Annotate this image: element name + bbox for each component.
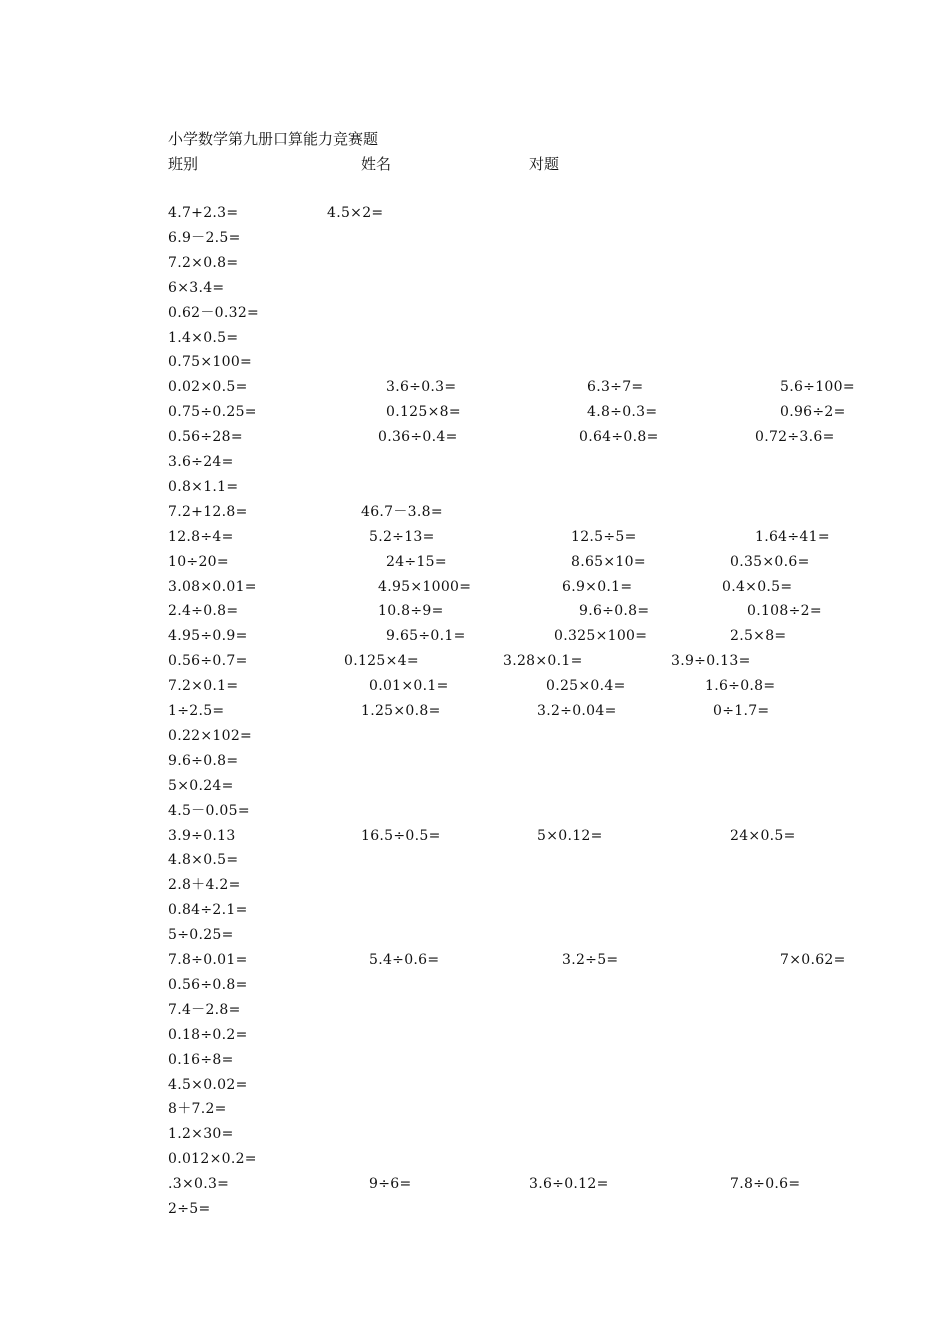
- problem-row: [0, 1099, 950, 1119]
- problem-row: [0, 1149, 950, 1169]
- arithmetic-problem: 4.7+2.3=: [168, 205, 239, 221]
- arithmetic-problem: 0.012×0.2=: [168, 1151, 257, 1168]
- arithmetic-problem: 4.8×0.5=: [168, 852, 239, 869]
- problem-row: [0, 477, 950, 497]
- arithmetic-problem: 5.6÷100=: [780, 379, 855, 396]
- problem-row: [0, 726, 950, 746]
- arithmetic-problem: 5×0.12=: [537, 827, 603, 844]
- arithmetic-problem: 0.84÷2.1=: [168, 902, 248, 919]
- arithmetic-problem: 0.56÷28=: [168, 429, 243, 446]
- arithmetic-problem: 4.5×0.02=: [168, 1076, 248, 1093]
- arithmetic-problem: 0.35×0.6=: [730, 553, 810, 570]
- arithmetic-problem: 0.8×1.1=: [168, 478, 239, 495]
- arithmetic-problem: 7.2+12.8=: [168, 503, 248, 520]
- problem-row: [0, 875, 950, 895]
- arithmetic-problem: 1.6÷0.8=: [705, 678, 776, 695]
- problem-row: [0, 203, 950, 223]
- problem-row: [0, 1050, 950, 1070]
- problem-row: [0, 1075, 950, 1095]
- arithmetic-problem: 5.4÷0.6=: [369, 952, 440, 968]
- name-label: 姓名: [361, 155, 392, 173]
- problem-row: [0, 801, 950, 821]
- problem-row: [0, 377, 950, 397]
- arithmetic-problem: 0.18÷0.2=: [168, 1026, 248, 1043]
- arithmetic-problem: 8.65×10=: [571, 553, 646, 570]
- arithmetic-problem: 4.8÷0.3=: [587, 404, 658, 421]
- arithmetic-problem: 3.08×0.01=: [168, 578, 257, 595]
- arithmetic-problem: 10÷20=: [168, 553, 229, 570]
- arithmetic-problem: .3×0.3=: [168, 1176, 230, 1193]
- arithmetic-problem: 7.8÷0.01=: [168, 952, 248, 968]
- arithmetic-problem: 0.01×0.1=: [369, 678, 449, 695]
- arithmetic-problem: 9.6÷0.8=: [579, 603, 650, 620]
- problem-row: [0, 1025, 950, 1045]
- arithmetic-problem: 5×0.24=: [168, 777, 234, 794]
- arithmetic-problem: 8＋7.2=: [168, 1101, 227, 1118]
- problem-row: [0, 950, 950, 970]
- arithmetic-problem: 2.5×8=: [730, 628, 787, 645]
- arithmetic-problem: 24÷15=: [386, 553, 447, 570]
- arithmetic-problem: 0.62－0.32=: [168, 304, 260, 321]
- problem-row: [0, 352, 950, 372]
- problem-row: [0, 527, 950, 547]
- arithmetic-problem: 0.72÷3.6=: [755, 429, 835, 446]
- problem-row: [0, 303, 950, 323]
- arithmetic-problem: 0.96÷2=: [780, 404, 846, 421]
- arithmetic-problem: 3.2÷0.04=: [537, 703, 617, 719]
- arithmetic-problem: 0.36÷0.4=: [378, 429, 458, 446]
- arithmetic-problem: 7.2×0.1=: [168, 678, 239, 695]
- arithmetic-problem: 2.4÷0.8=: [168, 603, 239, 620]
- arithmetic-problem: 6.9－2.5=: [168, 229, 241, 246]
- problem-row: [0, 925, 950, 945]
- page-title: 小学数学第九册口算能力竞赛题: [168, 130, 379, 148]
- problem-row: [0, 975, 950, 995]
- arithmetic-problem: 10.8÷9=: [378, 603, 444, 620]
- arithmetic-problem: 0.325×100=: [554, 628, 648, 645]
- arithmetic-problem: 0.02×0.5=: [168, 379, 248, 396]
- arithmetic-problem: 0.125×4=: [344, 653, 419, 670]
- arithmetic-problem: 0.4×0.5=: [722, 578, 793, 595]
- arithmetic-problem: 9.65÷0.1=: [386, 628, 466, 645]
- arithmetic-problem: 6×3.4=: [168, 279, 225, 296]
- arithmetic-problem: 6.9×0.1=: [562, 578, 633, 595]
- arithmetic-problem: 5÷0.25=: [168, 927, 234, 944]
- arithmetic-problem: 12.8÷4=: [168, 528, 234, 545]
- arithmetic-problem: 3.2÷5=: [562, 952, 619, 968]
- arithmetic-problem: 2÷5=: [168, 1201, 211, 1217]
- arithmetic-problem: 4.5－0.05=: [168, 802, 250, 819]
- arithmetic-problem: 3.9÷0.13: [168, 827, 236, 844]
- problem-row: [0, 850, 950, 870]
- problem-row: [0, 278, 950, 298]
- arithmetic-problem: 3.28×0.1=: [503, 653, 583, 670]
- arithmetic-problem: 7.8÷0.6=: [730, 1176, 801, 1193]
- arithmetic-problem: 0.56÷0.8=: [168, 976, 248, 993]
- arithmetic-problem: 3.6÷0.12=: [529, 1176, 609, 1193]
- arithmetic-problem: 0.56÷0.7=: [168, 653, 248, 670]
- problem-row: [0, 601, 950, 621]
- problem-row: [0, 626, 950, 646]
- arithmetic-problem: 0.125×8=: [386, 404, 461, 421]
- arithmetic-problem: 4.5×2=: [327, 205, 384, 221]
- problem-row: [0, 452, 950, 472]
- problem-row: [0, 900, 950, 920]
- problem-row: [0, 328, 950, 348]
- problem-row: [0, 751, 950, 771]
- arithmetic-problem: 0÷1.7=: [713, 703, 770, 719]
- arithmetic-problem: 4.95×1000=: [378, 578, 472, 595]
- problem-row: [0, 502, 950, 522]
- arithmetic-problem: 12.5÷5=: [571, 528, 637, 545]
- arithmetic-problem: 0.16÷8=: [168, 1051, 234, 1068]
- arithmetic-problem: 16.5÷0.5=: [361, 827, 441, 844]
- problem-row: [0, 1199, 950, 1219]
- problem-row: [0, 253, 950, 273]
- problem-row: [0, 1174, 950, 1194]
- arithmetic-problem: 5.2÷13=: [369, 528, 435, 545]
- problem-row: [0, 552, 950, 572]
- arithmetic-problem: 7.4－2.8=: [168, 1001, 241, 1018]
- arithmetic-problem: 3.6÷24=: [168, 454, 234, 470]
- arithmetic-problem: 0.25×0.4=: [546, 678, 626, 695]
- problem-row: [0, 402, 950, 422]
- arithmetic-problem: 2.8＋4.2=: [168, 877, 241, 894]
- arithmetic-problem: 1.2×30=: [168, 1126, 234, 1143]
- arithmetic-problem: 7.2×0.8=: [168, 254, 239, 271]
- arithmetic-problem: 1.4×0.5=: [168, 329, 239, 346]
- arithmetic-problem: 3.9÷0.13=: [671, 653, 751, 670]
- problem-row: [0, 427, 950, 447]
- arithmetic-problem: 0.75×100=: [168, 354, 253, 371]
- arithmetic-problem: 3.6÷0.3=: [386, 379, 457, 396]
- arithmetic-problem: 0.108÷2=: [747, 603, 822, 620]
- correct-count-label: 对题: [529, 155, 560, 173]
- problem-row: [0, 701, 950, 721]
- arithmetic-problem: 46.7－3.8=: [361, 503, 443, 520]
- problem-row: [0, 826, 950, 846]
- problem-row: [0, 1124, 950, 1144]
- arithmetic-problem: 9.6÷0.8=: [168, 752, 239, 769]
- arithmetic-problem: 9÷6=: [369, 1176, 412, 1193]
- problem-row: [0, 676, 950, 696]
- arithmetic-problem: 1÷2.5=: [168, 703, 225, 719]
- arithmetic-problem: 0.22×102=: [168, 727, 253, 744]
- problem-row: [0, 577, 950, 597]
- arithmetic-problem: 0.64÷0.8=: [579, 429, 659, 446]
- problem-row: [0, 651, 950, 671]
- arithmetic-problem: 24×0.5=: [730, 827, 796, 844]
- arithmetic-problem: 7×0.62=: [780, 952, 846, 968]
- arithmetic-problem: 6.3÷7=: [587, 379, 644, 396]
- arithmetic-problem: 4.95÷0.9=: [168, 628, 248, 645]
- arithmetic-problem: 0.75÷0.25=: [168, 404, 257, 421]
- problem-row: [0, 776, 950, 796]
- problem-row: [0, 228, 950, 248]
- problem-row: [0, 1000, 950, 1020]
- class-label: 班别: [168, 155, 199, 173]
- arithmetic-problem: 1.64÷41=: [755, 528, 830, 545]
- arithmetic-problem: 1.25×0.8=: [361, 703, 441, 719]
